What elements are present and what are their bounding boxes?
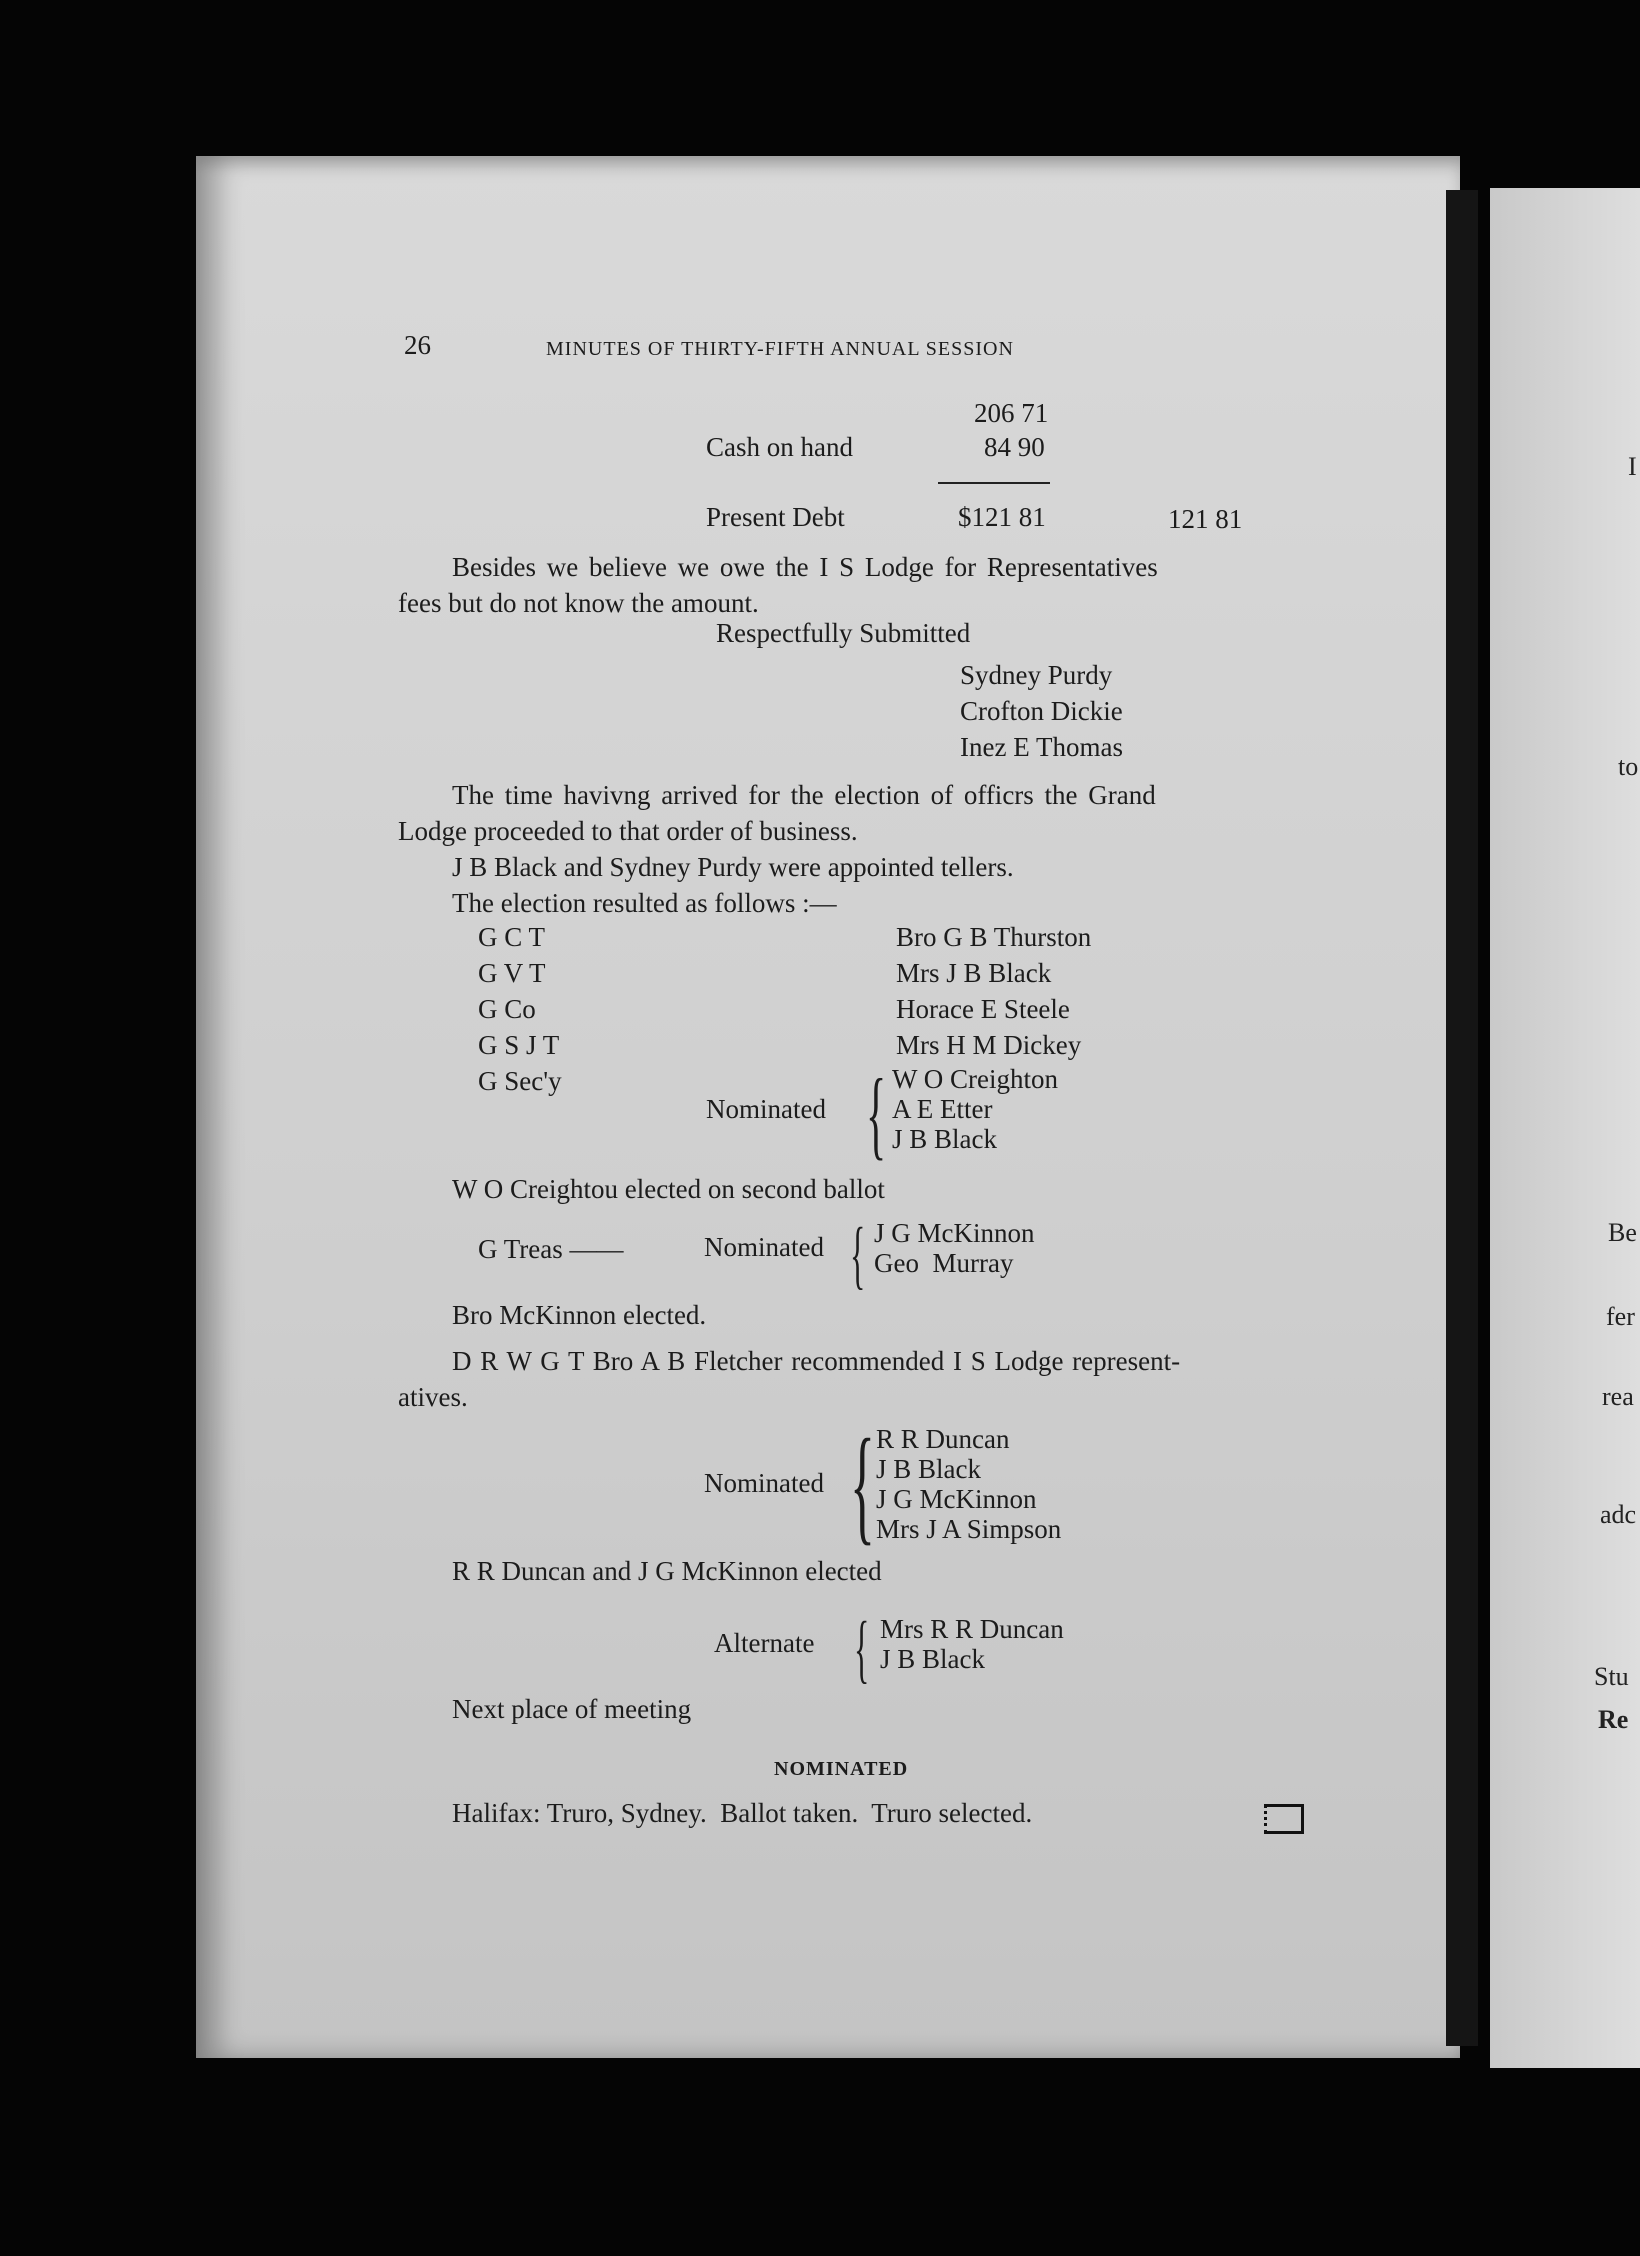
election-paragraph-line: Lodge proceeded to that order of business.	[398, 816, 858, 846]
office-title: G Co	[478, 994, 536, 1024]
next-meeting-line: Next place of meeting	[452, 1694, 692, 1724]
nominee-name: Mrs R R Duncan	[880, 1614, 1064, 1644]
facing-page-fragment: I	[1628, 452, 1637, 481]
election-paragraph-line: The time havivng arrived for the election of officrs the Grand	[452, 780, 1156, 810]
end-mark	[1264, 1804, 1304, 1834]
left-brace: {	[850, 1213, 866, 1297]
nominated-label: Nominated	[704, 1232, 824, 1262]
officer-name: Mrs H M Dickey	[896, 1030, 1082, 1060]
signatory: Inez E Thomas	[960, 732, 1123, 762]
facing-page-fragment: Re	[1598, 1705, 1629, 1734]
left-brace: {	[850, 1413, 875, 1557]
treasurer-result: Bro McKinnon elected.	[452, 1300, 707, 1330]
nominee-name: Mrs J A Simpson	[876, 1514, 1062, 1544]
debt-value: $121 81	[958, 502, 1046, 532]
representatives-result: R R Duncan and J G McKinnon elected	[452, 1556, 882, 1586]
tellers-line: J B Black and Sydney Purdy were appointed tellers.	[452, 852, 1014, 882]
election-intro: The election resulted as follows :—	[452, 888, 837, 918]
running-title: MINUTES OF THIRTY-FIFTH ANNUAL SESSION	[546, 338, 1014, 360]
facing-page-fragment: Stu	[1594, 1662, 1629, 1691]
final-line: Halifax: Truro, Sydney. Ballot taken. Truro selected.	[452, 1798, 1033, 1828]
nominee-name: Geo Murray	[874, 1248, 1014, 1278]
facing-page-fragment: Be	[1608, 1218, 1637, 1247]
left-brace: {	[854, 1607, 870, 1691]
cash-label: Cash on hand	[706, 432, 853, 462]
office-title: G S J T	[478, 1030, 560, 1060]
facing-page-fragment: rea	[1602, 1382, 1634, 1411]
office-title: G Treas ——	[478, 1234, 624, 1264]
office-title: G V T	[478, 958, 546, 988]
alternate-label: Alternate	[714, 1628, 815, 1658]
nominee-name: J G McKinnon	[876, 1484, 1037, 1514]
signatory: Sydney Purdy	[960, 660, 1113, 690]
fees-paragraph-line: Besides we believe we owe the I S Lodge for Representatives	[452, 552, 1158, 582]
fees-paragraph-line: fees but do not know the amount.	[398, 588, 759, 618]
representatives-paragraph-line: atives.	[398, 1382, 468, 1412]
subtotal-value: 206 71	[974, 398, 1049, 428]
respectfully-submitted: Respectfully Submitted	[716, 618, 971, 648]
nominee-name: W O Creighton	[892, 1064, 1058, 1094]
representatives-paragraph-line: D R W G T Bro A B Fletcher recommended I S Lodge represent-	[452, 1346, 1181, 1376]
officer-name: Bro G B Thurston	[896, 922, 1092, 952]
facing-page-fragment: fer	[1606, 1302, 1635, 1331]
book-gutter	[1446, 190, 1478, 2046]
facing-page-fragment: to	[1618, 752, 1639, 781]
facing-page-fragment: adc	[1600, 1500, 1637, 1529]
nominated-label: Nominated	[704, 1468, 824, 1498]
nominee-name: J G McKinnon	[874, 1218, 1035, 1248]
nominated-heading: NOMINATED	[774, 1758, 909, 1780]
nominee-name: R R Duncan	[876, 1424, 1010, 1454]
nominee-name: A E Etter	[892, 1094, 993, 1124]
left-brace: {	[866, 1058, 887, 1169]
nominated-label: Nominated	[706, 1094, 826, 1124]
officer-name: Mrs J B Black	[896, 958, 1052, 988]
nominee-name: J B Black	[876, 1454, 981, 1484]
debt-margin-value: 121 81	[1168, 504, 1243, 534]
officer-name: Horace E Steele	[896, 994, 1070, 1024]
facing-page	[1490, 188, 1640, 2068]
nominee-name: J B Black	[892, 1124, 997, 1154]
cash-value: 84 90	[984, 432, 1045, 462]
office-title: G Sec'y	[478, 1066, 562, 1096]
secretary-result: W O Creightou elected on second ballot	[452, 1174, 885, 1204]
debt-label: Present Debt	[706, 502, 845, 532]
office-title: G C T	[478, 922, 546, 952]
sum-rule	[938, 482, 1050, 484]
page-number: 26	[404, 330, 431, 360]
signatory: Crofton Dickie	[960, 696, 1123, 726]
nominee-name: J B Black	[880, 1644, 985, 1674]
